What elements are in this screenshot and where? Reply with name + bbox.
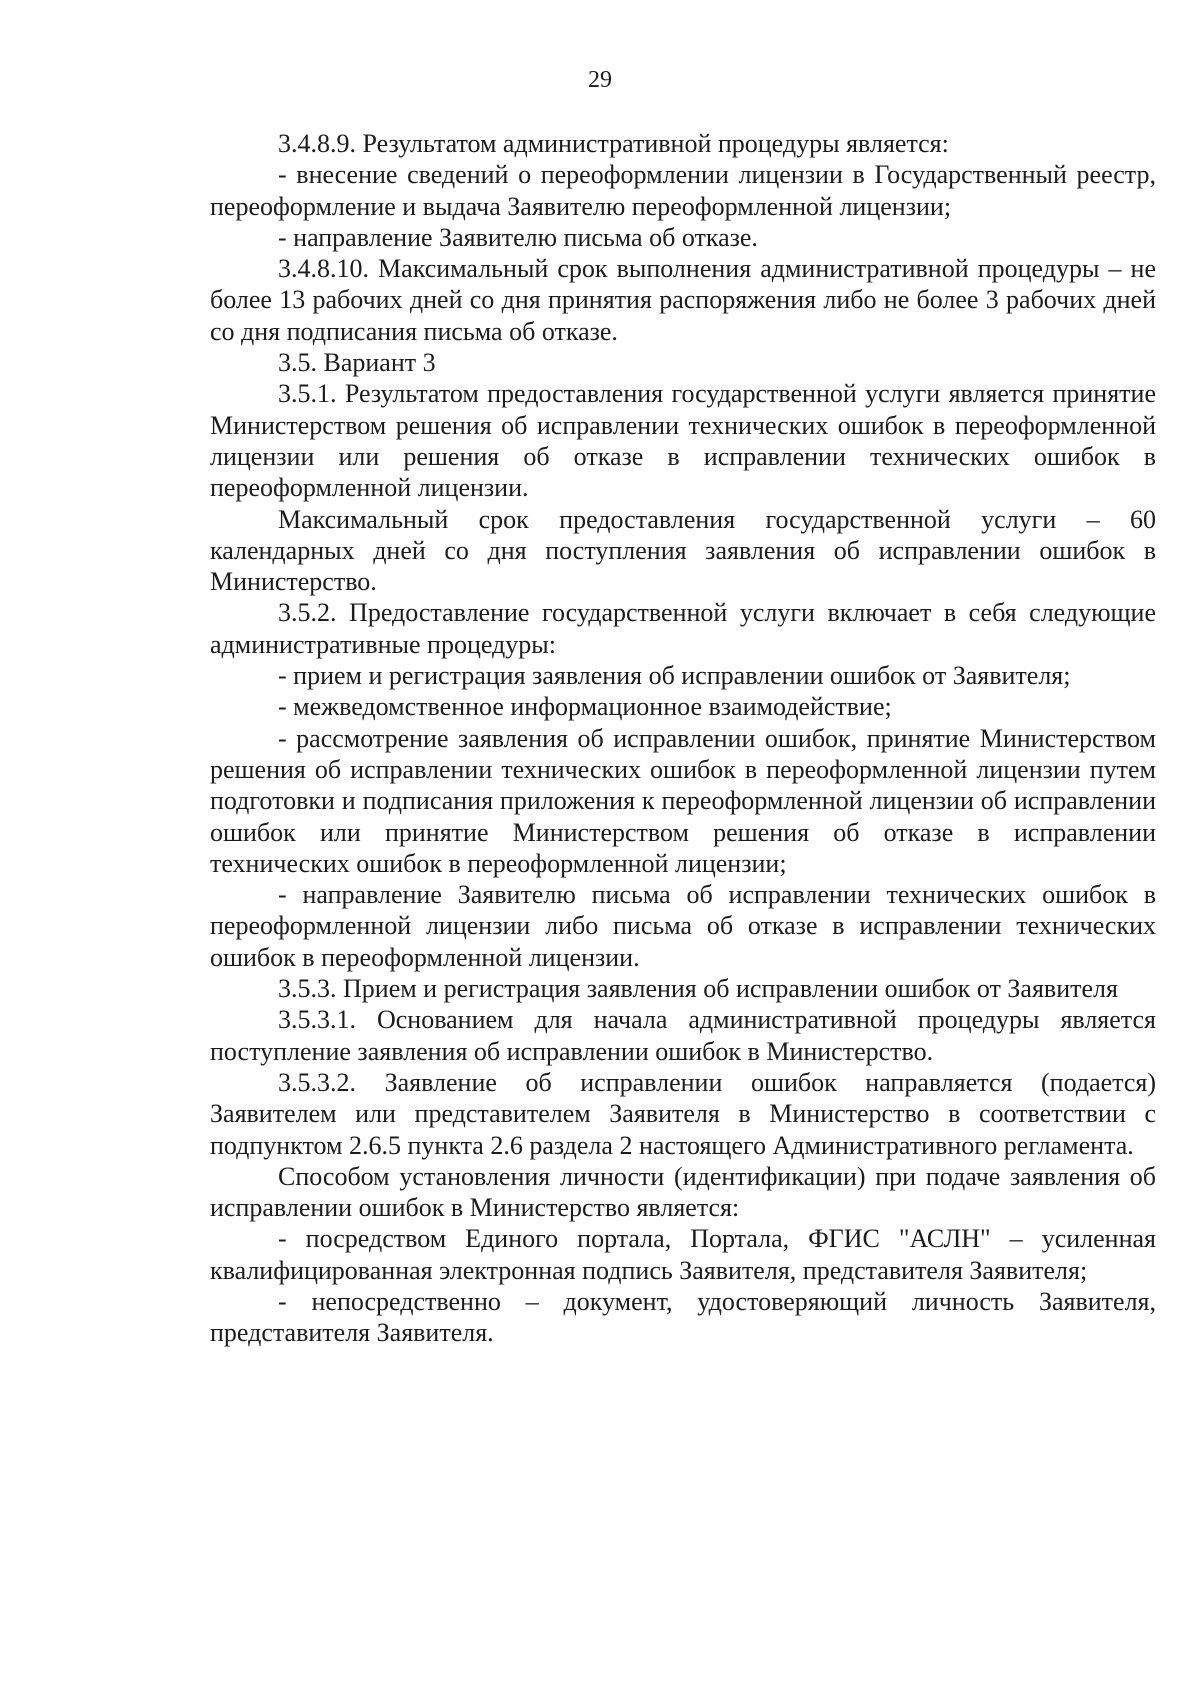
paragraph-3-5-3: 3.5.3. Прием и регистрация заявления об исправлении ошибок от Заявителя (278, 974, 1118, 1004)
paragraph-max-term: Максимальный срок предоставления государственной услуги – 60 календарных дней со дня поступления заявления об исправлении ошибок в Министерство. (210, 504, 1156, 597)
paragraph-3-4-8-10: 3.4.8.10. Максимальный срок выполнения административной процедуры – не более 13 рабочих дней со дня принятия распоряжения либо не более 3 рабочих дней со дня подписания письма об отказе. (210, 254, 1156, 346)
list-item-interagency: - межведомственное информационное взаимодействие; (278, 692, 892, 722)
paragraph-identification: Способом установления личности (идентификации) при подаче заявления об исправлении ошибок в Министерство является: (210, 1161, 1156, 1223)
page-number: 29 (588, 67, 612, 93)
paragraph-3-5-3-2: 3.5.3.2. Заявление об исправлении ошибок направляется (подается) Заявителем или представителем Заявителя в Министерство в соответствии с подпунктом 2.6.5 пункта 2.6 раздела 2 настоящего Административного регламента. (210, 1067, 1156, 1160)
document-body (210, 128, 1156, 1349)
paragraph-3-5-3-1: 3.5.3.1. Основанием для начала административной процедуры является поступление заявления об исправлении ошибок в Министерство. (210, 1005, 1156, 1066)
list-item-portal-signature: - посредством Единого портала, Портала, ФГИС "АСЛН" – усиленная квалифицированная электронная подпись Заявителя, представителя Заявителя; (210, 1224, 1156, 1285)
list-item-sending-letter: - направление Заявителю письма об исправлении технических ошибок в переоформленной лицензии либо письма об отказе в исправлении технических ошибок в переоформленной лицензии. (210, 880, 1156, 972)
paragraph-3-5-1: 3.5.1. Результатом предоставления государственной услуги является принятие Министерством решения об исправлении технических ошибок в переоформленной лицензии или решения об отказе в исправлении технических ошибок в переоформленной лицензии. (210, 379, 1156, 503)
list-item-reissue-entry: - внесение сведений о переоформлении лицензии в Государственный реестр, переоформление и выдача Заявителю переоформленной лицензии; (210, 160, 1156, 221)
section-heading-3-5: 3.5. Вариант 3 (278, 348, 436, 378)
paragraph-3-4-8-9: 3.4.8.9. Результатом административной процедуры является: (278, 129, 949, 158)
paragraph-3-5-2: 3.5.2. Предоставление государственной услуги включает в себя следующие административные процедуры: (210, 598, 1156, 659)
list-item-refusal-letter: - направление Заявителю письма об отказе. (278, 222, 758, 252)
list-item-identity-document: - непосредственно – документ, удостоверяющий личность Заявителя, представителя Заявителя. (210, 1286, 1156, 1348)
list-item-consideration: - рассмотрение заявления об исправлении ошибок, принятие Министерством решения об исправлении технических ошибок в переоформленной лицензии путем подготовки и подписания приложения к переоформленной лицензии об исправлении ошибок или принятие Министерством решения об отказе в исправлении технических ошибок в переоформленной лицензии; (210, 723, 1156, 878)
list-item-receipt-registration: - прием и регистрация заявления об исправлении ошибок от Заявителя; (278, 661, 1071, 691)
